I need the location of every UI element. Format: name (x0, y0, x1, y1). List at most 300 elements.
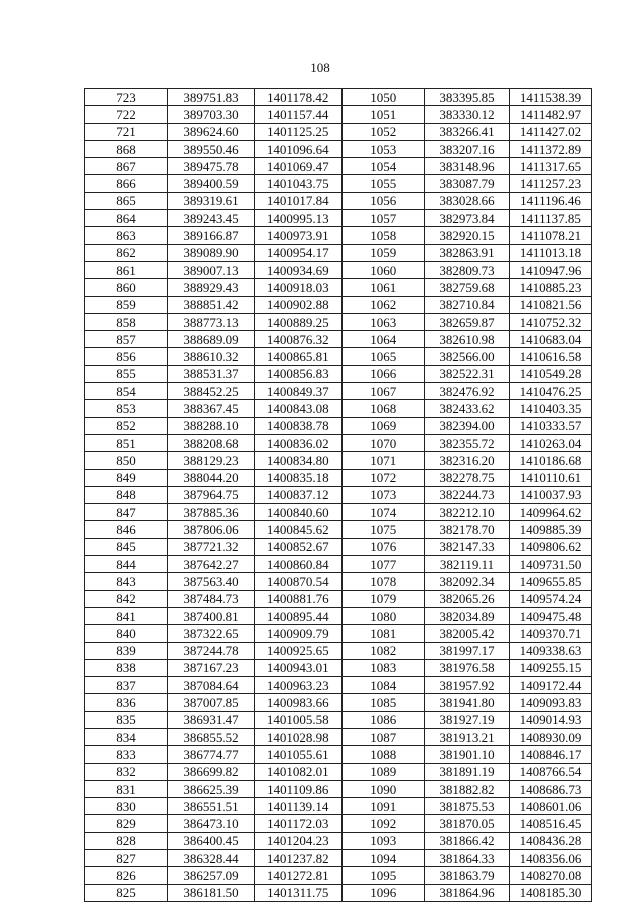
point-number-left: 836 (85, 694, 168, 711)
x-coordinate-right: 382610.98 (425, 331, 510, 348)
table-row (85, 538, 592, 555)
y-coordinate-left: 1401237.82 (255, 850, 342, 867)
y-coordinate-right: 1408185.30 (510, 884, 592, 901)
x-coordinate-right: 383207.16 (425, 140, 510, 157)
point-number-right: 1054 (342, 158, 425, 175)
y-coordinate-left: 1400902.88 (255, 296, 342, 313)
x-coordinate-right: 383028.66 (425, 192, 510, 209)
point-number-right: 1070 (342, 434, 425, 451)
table-row (85, 192, 592, 209)
y-coordinate-left: 1400881.76 (255, 590, 342, 607)
x-coordinate-right: 382973.84 (425, 210, 510, 227)
y-coordinate-left: 1400895.44 (255, 607, 342, 624)
x-coordinate-right: 381875.53 (425, 798, 510, 815)
y-coordinate-left: 1401311.75 (255, 884, 342, 901)
x-coordinate-left: 387400.81 (168, 607, 255, 624)
table-row (85, 815, 592, 832)
y-coordinate-right: 1411317.65 (510, 158, 592, 175)
table-row (85, 244, 592, 261)
point-number-right: 1078 (342, 573, 425, 590)
x-coordinate-right: 382659.87 (425, 313, 510, 330)
point-number-right: 1091 (342, 798, 425, 815)
table-row (85, 210, 592, 227)
x-coordinate-left: 388129.23 (168, 452, 255, 469)
point-number-right: 1094 (342, 850, 425, 867)
point-number-left: 842 (85, 590, 168, 607)
x-coordinate-left: 389243.45 (168, 210, 255, 227)
y-coordinate-right: 1409655.85 (510, 573, 592, 590)
x-coordinate-left: 388929.43 (168, 279, 255, 296)
point-number-right: 1096 (342, 884, 425, 901)
x-coordinate-right: 382522.31 (425, 365, 510, 382)
table-row (85, 832, 592, 849)
x-coordinate-left: 387806.06 (168, 521, 255, 538)
y-coordinate-left: 1400856.83 (255, 365, 342, 382)
y-coordinate-right: 1408930.09 (510, 728, 592, 745)
y-coordinate-right: 1410821.56 (510, 296, 592, 313)
x-coordinate-right: 382710.84 (425, 296, 510, 313)
x-coordinate-right: 382092.34 (425, 573, 510, 590)
y-coordinate-left: 1401055.61 (255, 746, 342, 763)
point-number-left: 826 (85, 867, 168, 884)
x-coordinate-left: 386931.47 (168, 711, 255, 728)
point-number-left: 848 (85, 486, 168, 503)
point-number-right: 1059 (342, 244, 425, 261)
x-coordinate-right: 382566.00 (425, 348, 510, 365)
table-row (85, 279, 592, 296)
x-coordinate-left: 386625.39 (168, 780, 255, 797)
x-coordinate-left: 389089.90 (168, 244, 255, 261)
x-coordinate-right: 383087.79 (425, 175, 510, 192)
point-number-left: 829 (85, 815, 168, 832)
table-row (85, 850, 592, 867)
table-row (85, 746, 592, 763)
x-coordinate-right: 383395.85 (425, 89, 510, 106)
table-row (85, 763, 592, 780)
y-coordinate-left: 1400852.67 (255, 538, 342, 555)
y-coordinate-left: 1401017.84 (255, 192, 342, 209)
table-row (85, 469, 592, 486)
point-number-right: 1061 (342, 279, 425, 296)
y-coordinate-left: 1400834.80 (255, 452, 342, 469)
point-number-left: 838 (85, 659, 168, 676)
table-row (85, 123, 592, 140)
point-number-left: 853 (85, 400, 168, 417)
x-coordinate-left: 389007.13 (168, 261, 255, 278)
point-number-right: 1084 (342, 677, 425, 694)
x-coordinate-right: 382863.91 (425, 244, 510, 261)
x-coordinate-right: 382212.10 (425, 504, 510, 521)
x-coordinate-right: 382920.15 (425, 227, 510, 244)
y-coordinate-right: 1410037.93 (510, 486, 592, 503)
x-coordinate-right: 382433.62 (425, 400, 510, 417)
y-coordinate-left: 1400860.84 (255, 556, 342, 573)
y-coordinate-left: 1400995.13 (255, 210, 342, 227)
table-row (85, 348, 592, 365)
point-number-left: 857 (85, 331, 168, 348)
point-number-right: 1067 (342, 383, 425, 400)
point-number-left: 832 (85, 763, 168, 780)
table-row (85, 728, 592, 745)
y-coordinate-right: 1411196.46 (510, 192, 592, 209)
point-number-left: 831 (85, 780, 168, 797)
point-number-right: 1077 (342, 556, 425, 573)
y-coordinate-left: 1400934.69 (255, 261, 342, 278)
x-coordinate-right: 383148.96 (425, 158, 510, 175)
table-row (85, 884, 592, 901)
x-coordinate-left: 388208.68 (168, 434, 255, 451)
x-coordinate-right: 382244.73 (425, 486, 510, 503)
table-row (85, 798, 592, 815)
x-coordinate-left: 386257.09 (168, 867, 255, 884)
x-coordinate-left: 387642.27 (168, 556, 255, 573)
y-coordinate-left: 1401096.64 (255, 140, 342, 157)
y-coordinate-left: 1401172.03 (255, 815, 342, 832)
x-coordinate-right: 381901.10 (425, 746, 510, 763)
table-row (85, 313, 592, 330)
x-coordinate-left: 389400.59 (168, 175, 255, 192)
point-number-right: 1051 (342, 106, 425, 123)
y-coordinate-right: 1411538.39 (510, 89, 592, 106)
table-row (85, 642, 592, 659)
y-coordinate-right: 1410683.04 (510, 331, 592, 348)
point-number-left: 866 (85, 175, 168, 192)
y-coordinate-left: 1401043.75 (255, 175, 342, 192)
point-number-right: 1056 (342, 192, 425, 209)
x-coordinate-right: 382147.33 (425, 538, 510, 555)
x-coordinate-right: 382759.68 (425, 279, 510, 296)
y-coordinate-left: 1400845.62 (255, 521, 342, 538)
point-number-right: 1057 (342, 210, 425, 227)
point-number-right: 1085 (342, 694, 425, 711)
point-number-right: 1079 (342, 590, 425, 607)
table-row (85, 175, 592, 192)
point-number-left: 854 (85, 383, 168, 400)
point-number-right: 1072 (342, 469, 425, 486)
point-number-right: 1065 (342, 348, 425, 365)
y-coordinate-right: 1409014.93 (510, 711, 592, 728)
x-coordinate-right: 383266.41 (425, 123, 510, 140)
point-number-right: 1095 (342, 867, 425, 884)
table-row (85, 383, 592, 400)
point-number-left: 868 (85, 140, 168, 157)
point-number-left: 845 (85, 538, 168, 555)
point-number-right: 1087 (342, 728, 425, 745)
point-number-left: 858 (85, 313, 168, 330)
point-number-right: 1080 (342, 607, 425, 624)
x-coordinate-left: 388452.25 (168, 383, 255, 400)
y-coordinate-right: 1410752.32 (510, 313, 592, 330)
x-coordinate-right: 382316.20 (425, 452, 510, 469)
point-number-left: 833 (85, 746, 168, 763)
x-coordinate-right: 381864.33 (425, 850, 510, 867)
point-number-right: 1062 (342, 296, 425, 313)
x-coordinate-left: 387167.23 (168, 659, 255, 676)
x-coordinate-left: 388689.09 (168, 331, 255, 348)
x-coordinate-left: 386473.10 (168, 815, 255, 832)
y-coordinate-left: 1400870.54 (255, 573, 342, 590)
x-coordinate-right: 381891.19 (425, 763, 510, 780)
table-row (85, 694, 592, 711)
y-coordinate-left: 1400840.60 (255, 504, 342, 521)
x-coordinate-left: 388288.10 (168, 417, 255, 434)
point-number-left: 835 (85, 711, 168, 728)
y-coordinate-right: 1410476.25 (510, 383, 592, 400)
table-row (85, 452, 592, 469)
point-number-left: 867 (85, 158, 168, 175)
y-coordinate-left: 1400954.17 (255, 244, 342, 261)
point-number-left: 846 (85, 521, 168, 538)
table-row (85, 158, 592, 175)
y-coordinate-right: 1411482.97 (510, 106, 592, 123)
x-coordinate-left: 389550.46 (168, 140, 255, 157)
y-coordinate-right: 1409574.24 (510, 590, 592, 607)
point-number-left: 839 (85, 642, 168, 659)
y-coordinate-right: 1409885.39 (510, 521, 592, 538)
point-number-right: 1069 (342, 417, 425, 434)
y-coordinate-left: 1401157.44 (255, 106, 342, 123)
y-coordinate-right: 1409255.15 (510, 659, 592, 676)
y-coordinate-right: 1410333.57 (510, 417, 592, 434)
y-coordinate-left: 1400889.25 (255, 313, 342, 330)
x-coordinate-left: 386699.82 (168, 763, 255, 780)
table-row (85, 417, 592, 434)
point-number-right: 1050 (342, 89, 425, 106)
x-coordinate-right: 382119.11 (425, 556, 510, 573)
point-number-right: 1093 (342, 832, 425, 849)
point-number-right: 1055 (342, 175, 425, 192)
x-coordinate-left: 386328.44 (168, 850, 255, 867)
table-row (85, 261, 592, 278)
y-coordinate-left: 1400837.12 (255, 486, 342, 503)
table-row (85, 573, 592, 590)
y-coordinate-right: 1409475.48 (510, 607, 592, 624)
point-number-right: 1074 (342, 504, 425, 521)
y-coordinate-right: 1411078.21 (510, 227, 592, 244)
x-coordinate-left: 387007.85 (168, 694, 255, 711)
y-coordinate-right: 1411013.18 (510, 244, 592, 261)
x-coordinate-left: 387563.40 (168, 573, 255, 590)
y-coordinate-left: 1401109.86 (255, 780, 342, 797)
coordinate-table-body (85, 89, 592, 902)
table-row (85, 227, 592, 244)
table-row (85, 400, 592, 417)
x-coordinate-right: 381927.19 (425, 711, 510, 728)
x-coordinate-left: 387964.75 (168, 486, 255, 503)
point-number-right: 1075 (342, 521, 425, 538)
y-coordinate-left: 1401028.98 (255, 728, 342, 745)
y-coordinate-left: 1401005.58 (255, 711, 342, 728)
table-row (85, 625, 592, 642)
x-coordinate-right: 382394.00 (425, 417, 510, 434)
y-coordinate-right: 1409370.71 (510, 625, 592, 642)
y-coordinate-left: 1401082.01 (255, 763, 342, 780)
point-number-right: 1083 (342, 659, 425, 676)
x-coordinate-left: 387721.32 (168, 538, 255, 555)
y-coordinate-left: 1400963.23 (255, 677, 342, 694)
y-coordinate-right: 1409731.50 (510, 556, 592, 573)
point-number-left: 721 (85, 123, 168, 140)
point-number-left: 852 (85, 417, 168, 434)
x-coordinate-right: 381866.42 (425, 832, 510, 849)
point-number-left: 840 (85, 625, 168, 642)
y-coordinate-right: 1410263.04 (510, 434, 592, 451)
y-coordinate-left: 1400849.37 (255, 383, 342, 400)
point-number-left: 856 (85, 348, 168, 365)
point-number-right: 1082 (342, 642, 425, 659)
point-number-right: 1066 (342, 365, 425, 382)
point-number-right: 1088 (342, 746, 425, 763)
y-coordinate-left: 1400918.03 (255, 279, 342, 296)
point-number-right: 1081 (342, 625, 425, 642)
point-number-left: 850 (85, 452, 168, 469)
table-row (85, 607, 592, 624)
point-number-right: 1058 (342, 227, 425, 244)
table-row (85, 296, 592, 313)
y-coordinate-right: 1409964.62 (510, 504, 592, 521)
x-coordinate-left: 387244.78 (168, 642, 255, 659)
y-coordinate-right: 1408601.06 (510, 798, 592, 815)
x-coordinate-right: 381863.79 (425, 867, 510, 884)
point-number-right: 1053 (342, 140, 425, 157)
x-coordinate-right: 382809.73 (425, 261, 510, 278)
y-coordinate-right: 1408846.17 (510, 746, 592, 763)
table-row (85, 711, 592, 728)
x-coordinate-left: 389319.61 (168, 192, 255, 209)
point-number-left: 827 (85, 850, 168, 867)
y-coordinate-right: 1410110.61 (510, 469, 592, 486)
x-coordinate-left: 388610.32 (168, 348, 255, 365)
x-coordinate-left: 386855.52 (168, 728, 255, 745)
point-number-left: 828 (85, 832, 168, 849)
y-coordinate-left: 1400876.32 (255, 331, 342, 348)
table-row (85, 504, 592, 521)
x-coordinate-left: 389703.30 (168, 106, 255, 123)
table-row (85, 89, 592, 106)
x-coordinate-left: 386774.77 (168, 746, 255, 763)
x-coordinate-right: 382355.72 (425, 434, 510, 451)
point-number-left: 830 (85, 798, 168, 815)
table-row (85, 331, 592, 348)
table-row (85, 867, 592, 884)
x-coordinate-left: 389624.60 (168, 123, 255, 140)
point-number-right: 1071 (342, 452, 425, 469)
x-coordinate-right: 381882.82 (425, 780, 510, 797)
point-number-left: 723 (85, 89, 168, 106)
x-coordinate-right: 382476.92 (425, 383, 510, 400)
x-coordinate-right: 381976.58 (425, 659, 510, 676)
x-coordinate-left: 388851.42 (168, 296, 255, 313)
y-coordinate-left: 1400865.81 (255, 348, 342, 365)
x-coordinate-left: 389166.87 (168, 227, 255, 244)
point-number-left: 837 (85, 677, 168, 694)
point-number-left: 864 (85, 210, 168, 227)
y-coordinate-right: 1410885.23 (510, 279, 592, 296)
y-coordinate-right: 1408356.06 (510, 850, 592, 867)
point-number-right: 1090 (342, 780, 425, 797)
y-coordinate-right: 1411137.85 (510, 210, 592, 227)
y-coordinate-right: 1408270.08 (510, 867, 592, 884)
x-coordinate-right: 381870.05 (425, 815, 510, 832)
y-coordinate-right: 1411372.89 (510, 140, 592, 157)
x-coordinate-right: 382065.26 (425, 590, 510, 607)
y-coordinate-right: 1409172.44 (510, 677, 592, 694)
table-row (85, 140, 592, 157)
table-row (85, 365, 592, 382)
point-number-left: 847 (85, 504, 168, 521)
x-coordinate-right: 382178.70 (425, 521, 510, 538)
y-coordinate-right: 1410403.35 (510, 400, 592, 417)
x-coordinate-right: 381957.92 (425, 677, 510, 694)
y-coordinate-left: 1400843.08 (255, 400, 342, 417)
point-number-left: 855 (85, 365, 168, 382)
y-coordinate-right: 1410947.96 (510, 261, 592, 278)
x-coordinate-left: 389751.83 (168, 89, 255, 106)
y-coordinate-right: 1410549.28 (510, 365, 592, 382)
y-coordinate-left: 1400838.78 (255, 417, 342, 434)
x-coordinate-right: 381941.80 (425, 694, 510, 711)
table-row (85, 521, 592, 538)
coordinate-table (84, 88, 592, 902)
point-number-right: 1073 (342, 486, 425, 503)
table-row (85, 556, 592, 573)
point-number-left: 862 (85, 244, 168, 261)
x-coordinate-right: 382034.89 (425, 607, 510, 624)
y-coordinate-left: 1401069.47 (255, 158, 342, 175)
table-row (85, 434, 592, 451)
point-number-left: 859 (85, 296, 168, 313)
point-number-left: 843 (85, 573, 168, 590)
point-number-right: 1092 (342, 815, 425, 832)
x-coordinate-right: 382278.75 (425, 469, 510, 486)
x-coordinate-left: 387885.36 (168, 504, 255, 521)
x-coordinate-left: 386400.45 (168, 832, 255, 849)
point-number-right: 1063 (342, 313, 425, 330)
point-number-left: 865 (85, 192, 168, 209)
y-coordinate-left: 1400909.79 (255, 625, 342, 642)
table-row (85, 780, 592, 797)
point-number-left: 863 (85, 227, 168, 244)
page-number: 108 (310, 60, 330, 75)
y-coordinate-right: 1410186.68 (510, 452, 592, 469)
y-coordinate-left: 1401204.23 (255, 832, 342, 849)
x-coordinate-right: 381913.21 (425, 728, 510, 745)
point-number-right: 1068 (342, 400, 425, 417)
point-number-right: 1076 (342, 538, 425, 555)
y-coordinate-right: 1408436.28 (510, 832, 592, 849)
point-number-right: 1064 (342, 331, 425, 348)
point-number-right: 1052 (342, 123, 425, 140)
point-number-left: 825 (85, 884, 168, 901)
y-coordinate-left: 1400925.65 (255, 642, 342, 659)
y-coordinate-left: 1401139.14 (255, 798, 342, 815)
table-row (85, 590, 592, 607)
point-number-left: 860 (85, 279, 168, 296)
y-coordinate-left: 1400835.18 (255, 469, 342, 486)
x-coordinate-right: 383330.12 (425, 106, 510, 123)
point-number-left: 851 (85, 434, 168, 451)
point-number-left: 861 (85, 261, 168, 278)
y-coordinate-left: 1400943.01 (255, 659, 342, 676)
y-coordinate-right: 1408766.54 (510, 763, 592, 780)
y-coordinate-left: 1401272.81 (255, 867, 342, 884)
y-coordinate-left: 1400983.66 (255, 694, 342, 711)
x-coordinate-left: 386551.51 (168, 798, 255, 815)
point-number-left: 849 (85, 469, 168, 486)
x-coordinate-left: 388773.13 (168, 313, 255, 330)
point-number-left: 834 (85, 728, 168, 745)
x-coordinate-right: 382005.42 (425, 625, 510, 642)
